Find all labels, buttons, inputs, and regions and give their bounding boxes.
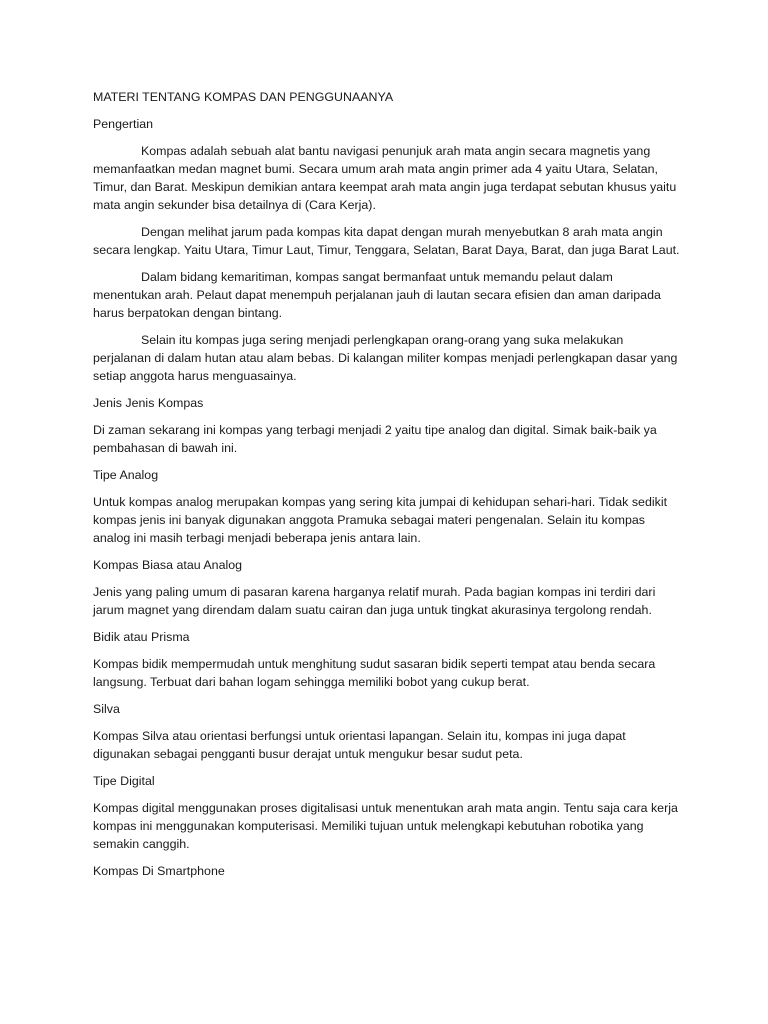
section-heading-bidik: Bidik atau Prisma [93, 630, 190, 644]
paragraph-pengertian-4: Selain itu kompas juga sering menjadi perlengkapan orang-orang yang suka melakukan perjalanan di dalam hutan atau alam bebas. Di kalangan militer kompas menjadi perlengkapan dasar yang setiap anggota harus menguasainya. [93, 333, 678, 383]
section-heading-tipe-analog: Tipe Analog [93, 468, 159, 482]
paragraph-kompas-biasa-1: Jenis yang paling umum di pasaran karena harganya relatif murah. Pada bagian kompas ini terdiri dari jarum magnet yang direndam dalam suatu cairan dan juga untuk tingkat akurasinya tergolong rendah. [93, 585, 656, 617]
section-heading-tipe-digital: Tipe Digital [93, 774, 155, 788]
paragraph-pengertian-2: Dengan melihat jarum pada kompas kita dapat dengan murah menyebutkan 8 arah mata angin secara lengkap. Yaitu Utara, Timur Laut, Timur, Tenggara, Selatan, Barat Daya, Barat, dan juga Barat Laut. [93, 225, 680, 257]
section-heading-jenis: Jenis Jenis Kompas [93, 396, 204, 410]
paragraph-bidik-1: Kompas bidik mempermudah untuk menghitung sudut sasaran bidik seperti tempat atau benda secara langsung. Terbuat dari bahan logam sehingga memiliki bobot yang cukup berat. [93, 657, 656, 689]
document-title: MATERI TENTANG KOMPAS DAN PENGGUNAANYA [93, 90, 394, 104]
paragraph-jenis-1: Di zaman sekarang ini kompas yang terbagi menjadi 2 yaitu tipe analog dan digital. Simak baik-baik ya pembahasan di bawah ini. [93, 423, 657, 455]
paragraph-tipe-digital-1: Kompas digital menggunakan proses digitalisasi untuk menentukan arah mata angin. Tentu saja cara kerja kompas ini menggunakan komputerisasi. Memiliki tujuan untuk melengkapi kebutuhan robotika yang semakin canggih. [93, 801, 678, 851]
document-body [93, 88, 683, 889]
paragraph-pengertian-1: Kompas adalah sebuah alat bantu navigasi penunjuk arah mata angin secara magnetis yang memanfaatkan medan magnet bumi. Secara umum arah mata angin primer ada 4 yaitu Utara, Selatan, Timur, dan Barat. Meskipun demikian antara keempat arah mata angin juga terdapat sebutan khusus yaitu mata angin sekunder bisa detailnya di (Cara Kerja). [93, 144, 677, 212]
section-heading-smartphone: Kompas Di Smartphone [93, 864, 225, 878]
paragraph-tipe-analog-1: Untuk kompas analog merupakan kompas yang sering kita jumpai di kehidupan sehari-hari. Tidak sedikit kompas jenis ini banyak digunakan anggota Pramuka sebagai materi pengenalan. Selain itu kompas analog ini masih terbagi menjadi beberapa jenis antara lain. [93, 495, 668, 545]
section-heading-kompas-biasa: Kompas Biasa atau Analog [93, 558, 243, 572]
section-heading-pengertian: Pengertian [93, 117, 154, 131]
paragraph-pengertian-3: Dalam bidang kemaritiman, kompas sangat bermanfaat untuk memandu pelaut dalam menentukan arah. Pelaut dapat menempuh perjalanan jauh di lautan secara efisien dan aman daripada harus berpatokan dengan bintang. [93, 270, 661, 320]
paragraph-silva-1: Kompas Silva atau orientasi berfungsi untuk orientasi lapangan. Selain itu, kompas ini juga dapat digunakan sebagai pengganti busur derajat untuk mengukur besar sudut peta. [93, 729, 626, 761]
section-heading-silva: Silva [93, 702, 120, 716]
